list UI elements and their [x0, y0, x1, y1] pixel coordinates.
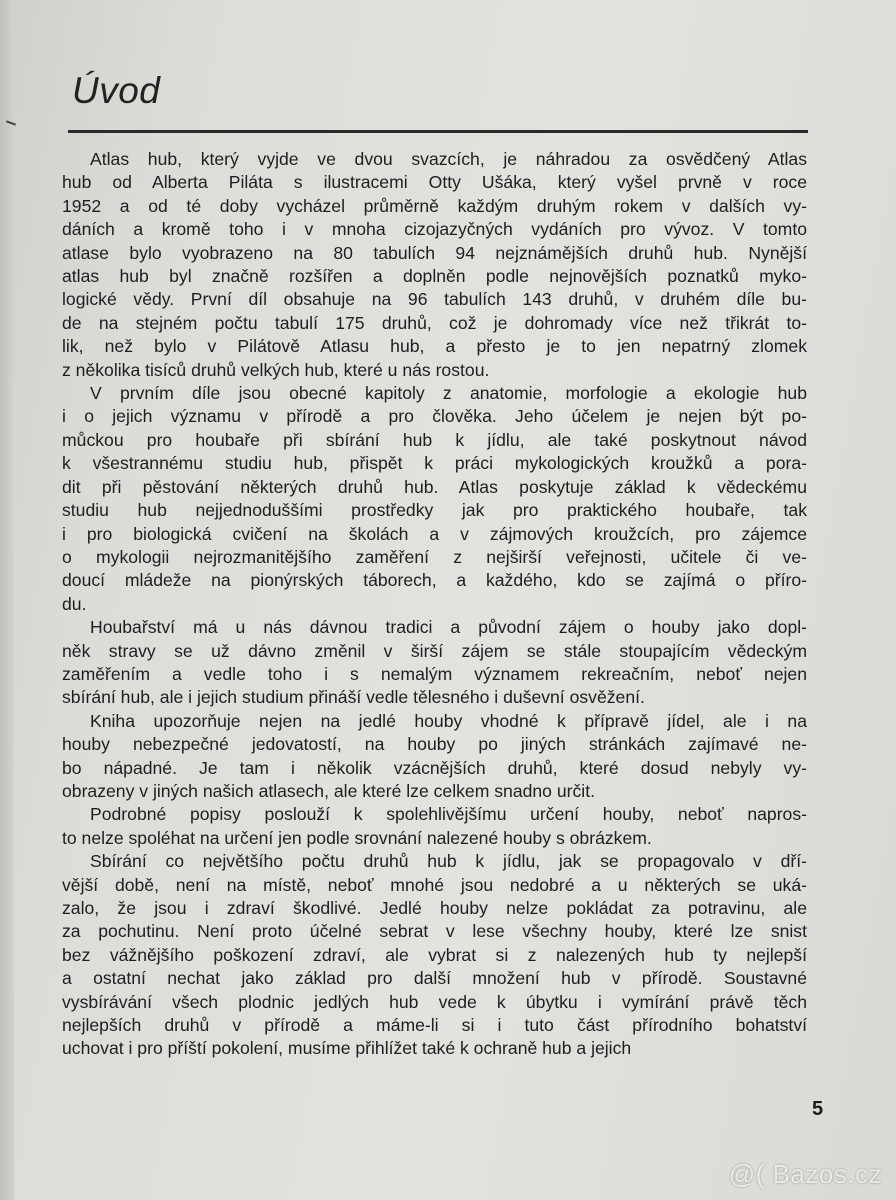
- page-number: 5: [812, 1098, 824, 1120]
- text-line: Atlas hub, který vyjde ve dvou svazcích, je náhradou za osvědčený Atlas: [90, 149, 807, 169]
- paragraph: [62, 616, 807, 710]
- text-line: i pro biologická cvičení na školách a v zájmových kroužcích, pro zájemce: [62, 523, 807, 544]
- text-line: a ostatní nechat jako základ pro další množení hub v přírodě. Soustavné: [62, 968, 807, 989]
- text-line: du.: [62, 593, 87, 614]
- text-line: atlas hub byl značně rozšířen a doplněn podle nejnovějších poznatků myko-: [62, 266, 807, 287]
- text-line: nejlepších druhů v přírodě a máme-li si i tuto část přírodního bohatství: [62, 1015, 807, 1036]
- text-line: obrazeny v jiných našich atlasech, ale které lze celkem snadno určit.: [62, 780, 595, 801]
- paragraph: [62, 148, 807, 382]
- text-line: Podrobné popisy poslouží k spolehlivějšímu určení houby, neboť napros-: [90, 804, 807, 825]
- text-line: můckou pro houbaře při sbírání hub k jídlu, ale také poskytnout návod: [62, 429, 807, 450]
- heading-underline: [68, 130, 808, 133]
- text-line: hub od Alberta Piláta s ilustracemi Otty Ušáka, který vyšel prvně v roce: [62, 172, 807, 193]
- paragraph: [62, 803, 807, 850]
- text-line: sbírání hub, ale i jejich studium přináší vedle tělesného i duševní osvěžení.: [62, 687, 645, 708]
- text-line: vysbírávání všech plodnic jedlých hub vede k úbytku i vymírání právě těch: [62, 991, 807, 1012]
- text-line: V prvním díle jsou obecné kapitoly z anatomie, morfologie a ekologie hub: [90, 383, 807, 404]
- text-line: Houbařství má u nás dávnou tradici a původní zájem o houby jako dopl-: [90, 617, 807, 638]
- text-line: vější době, není na místě, neboť mnohé jsou nedobré a u některých se uká-: [62, 874, 807, 895]
- text-line: 1952 a od té doby vycházel průměrně každým druhým rokem v dalších vy-: [62, 195, 807, 216]
- text-line: studiu hub nejjednoduššími prostředky jak pro praktického houbaře, tak: [62, 500, 807, 521]
- paragraph: [62, 710, 807, 804]
- text-line: Kniha upozorňuje nejen na jedlé houby vhodné k přípravě jídel, ale i na: [90, 710, 807, 731]
- text-line: o mykologii nejrozmanitějšího zaměření z nejširší veřejnosti, učitele či ve-: [62, 546, 807, 567]
- text-line: dáních a kromě toho i v mnoha cizojazyčných vydáních pro vývoz. V tomto: [62, 219, 807, 240]
- body-text: [62, 148, 807, 1061]
- text-line: bez vážnějšího poškození zdraví, ale vybrat si z nalezených hub ty nejlepší: [62, 944, 807, 965]
- page-binding-edge: [0, 0, 14, 1200]
- text-line: z několika tisíců druhů velkých hub, které u nás rostou.: [62, 359, 490, 380]
- text-line: zaměřením a vedle toho i s nemalým významem rekreačním, neboť nejen: [62, 663, 807, 684]
- text-line: bo nápadné. Je tam i několik vzácnějších druhů, které dosud nebyly vy-: [62, 757, 807, 778]
- text-line: něk stravy se už dávno změnil v širší zájem se stále stoupajícím vědeckým: [62, 640, 807, 661]
- text-line: dit při pěstování některých druhů hub. Atlas poskytuje základ k vědeckému: [62, 476, 807, 497]
- text-line: k všestrannému studiu hub, přispět k práci mykologických kroužků a pora-: [62, 453, 807, 474]
- watermark: @( Bazos.cz: [728, 1159, 882, 1189]
- text-line: de na stejném počtu tabulí 175 druhů, což je dohromady více než třikrát to-: [62, 312, 807, 333]
- text-line: uchovat i pro příští pokolení, musíme přihlížet také k ochraně hub a jejich: [62, 1038, 632, 1059]
- text-line: za pochutinu. Není proto účelné sebrat v lese všechny houby, které lze snist: [62, 921, 807, 942]
- section-heading: Úvod: [72, 70, 161, 111]
- paragraph: [62, 382, 807, 616]
- text-line: lik, než bylo v Pilátově Atlasu hub, a přesto je to jen nepatrný zlomek: [62, 336, 807, 357]
- text-line: to nelze spoléhat na určení jen podle srovnání nalezené houby s obrázkem.: [62, 827, 652, 848]
- text-line: zalo, že jsou i zdraví škodlivé. Jedlé houby nelze pokládat za potravinu, ale: [62, 898, 807, 918]
- text-line: logické vědy. První díl obsahuje na 96 tabulích 143 druhů, v druhém díle bu-: [62, 289, 807, 310]
- text-line: i o jejich významu v přírodě a pro člověka. Jeho účelem je nejen být po-: [62, 406, 807, 427]
- text-line: houby nebezpečné jedovatostí, na houby po jiných stránkách zajímavé ne-: [62, 734, 807, 755]
- paragraph: [62, 850, 807, 1061]
- text-line: doucí mládeže na pionýrských táborech, a každého, kdo se zajímá o příro-: [62, 570, 807, 591]
- text-line: Sbírání co největšího počtu druhů hub k jídlu, jak se propagovalo v dří-: [90, 851, 807, 872]
- text-line: atlase bylo vyobrazeno na 80 tabulích 94 nejznámějších druhů hub. Nynější: [62, 242, 807, 263]
